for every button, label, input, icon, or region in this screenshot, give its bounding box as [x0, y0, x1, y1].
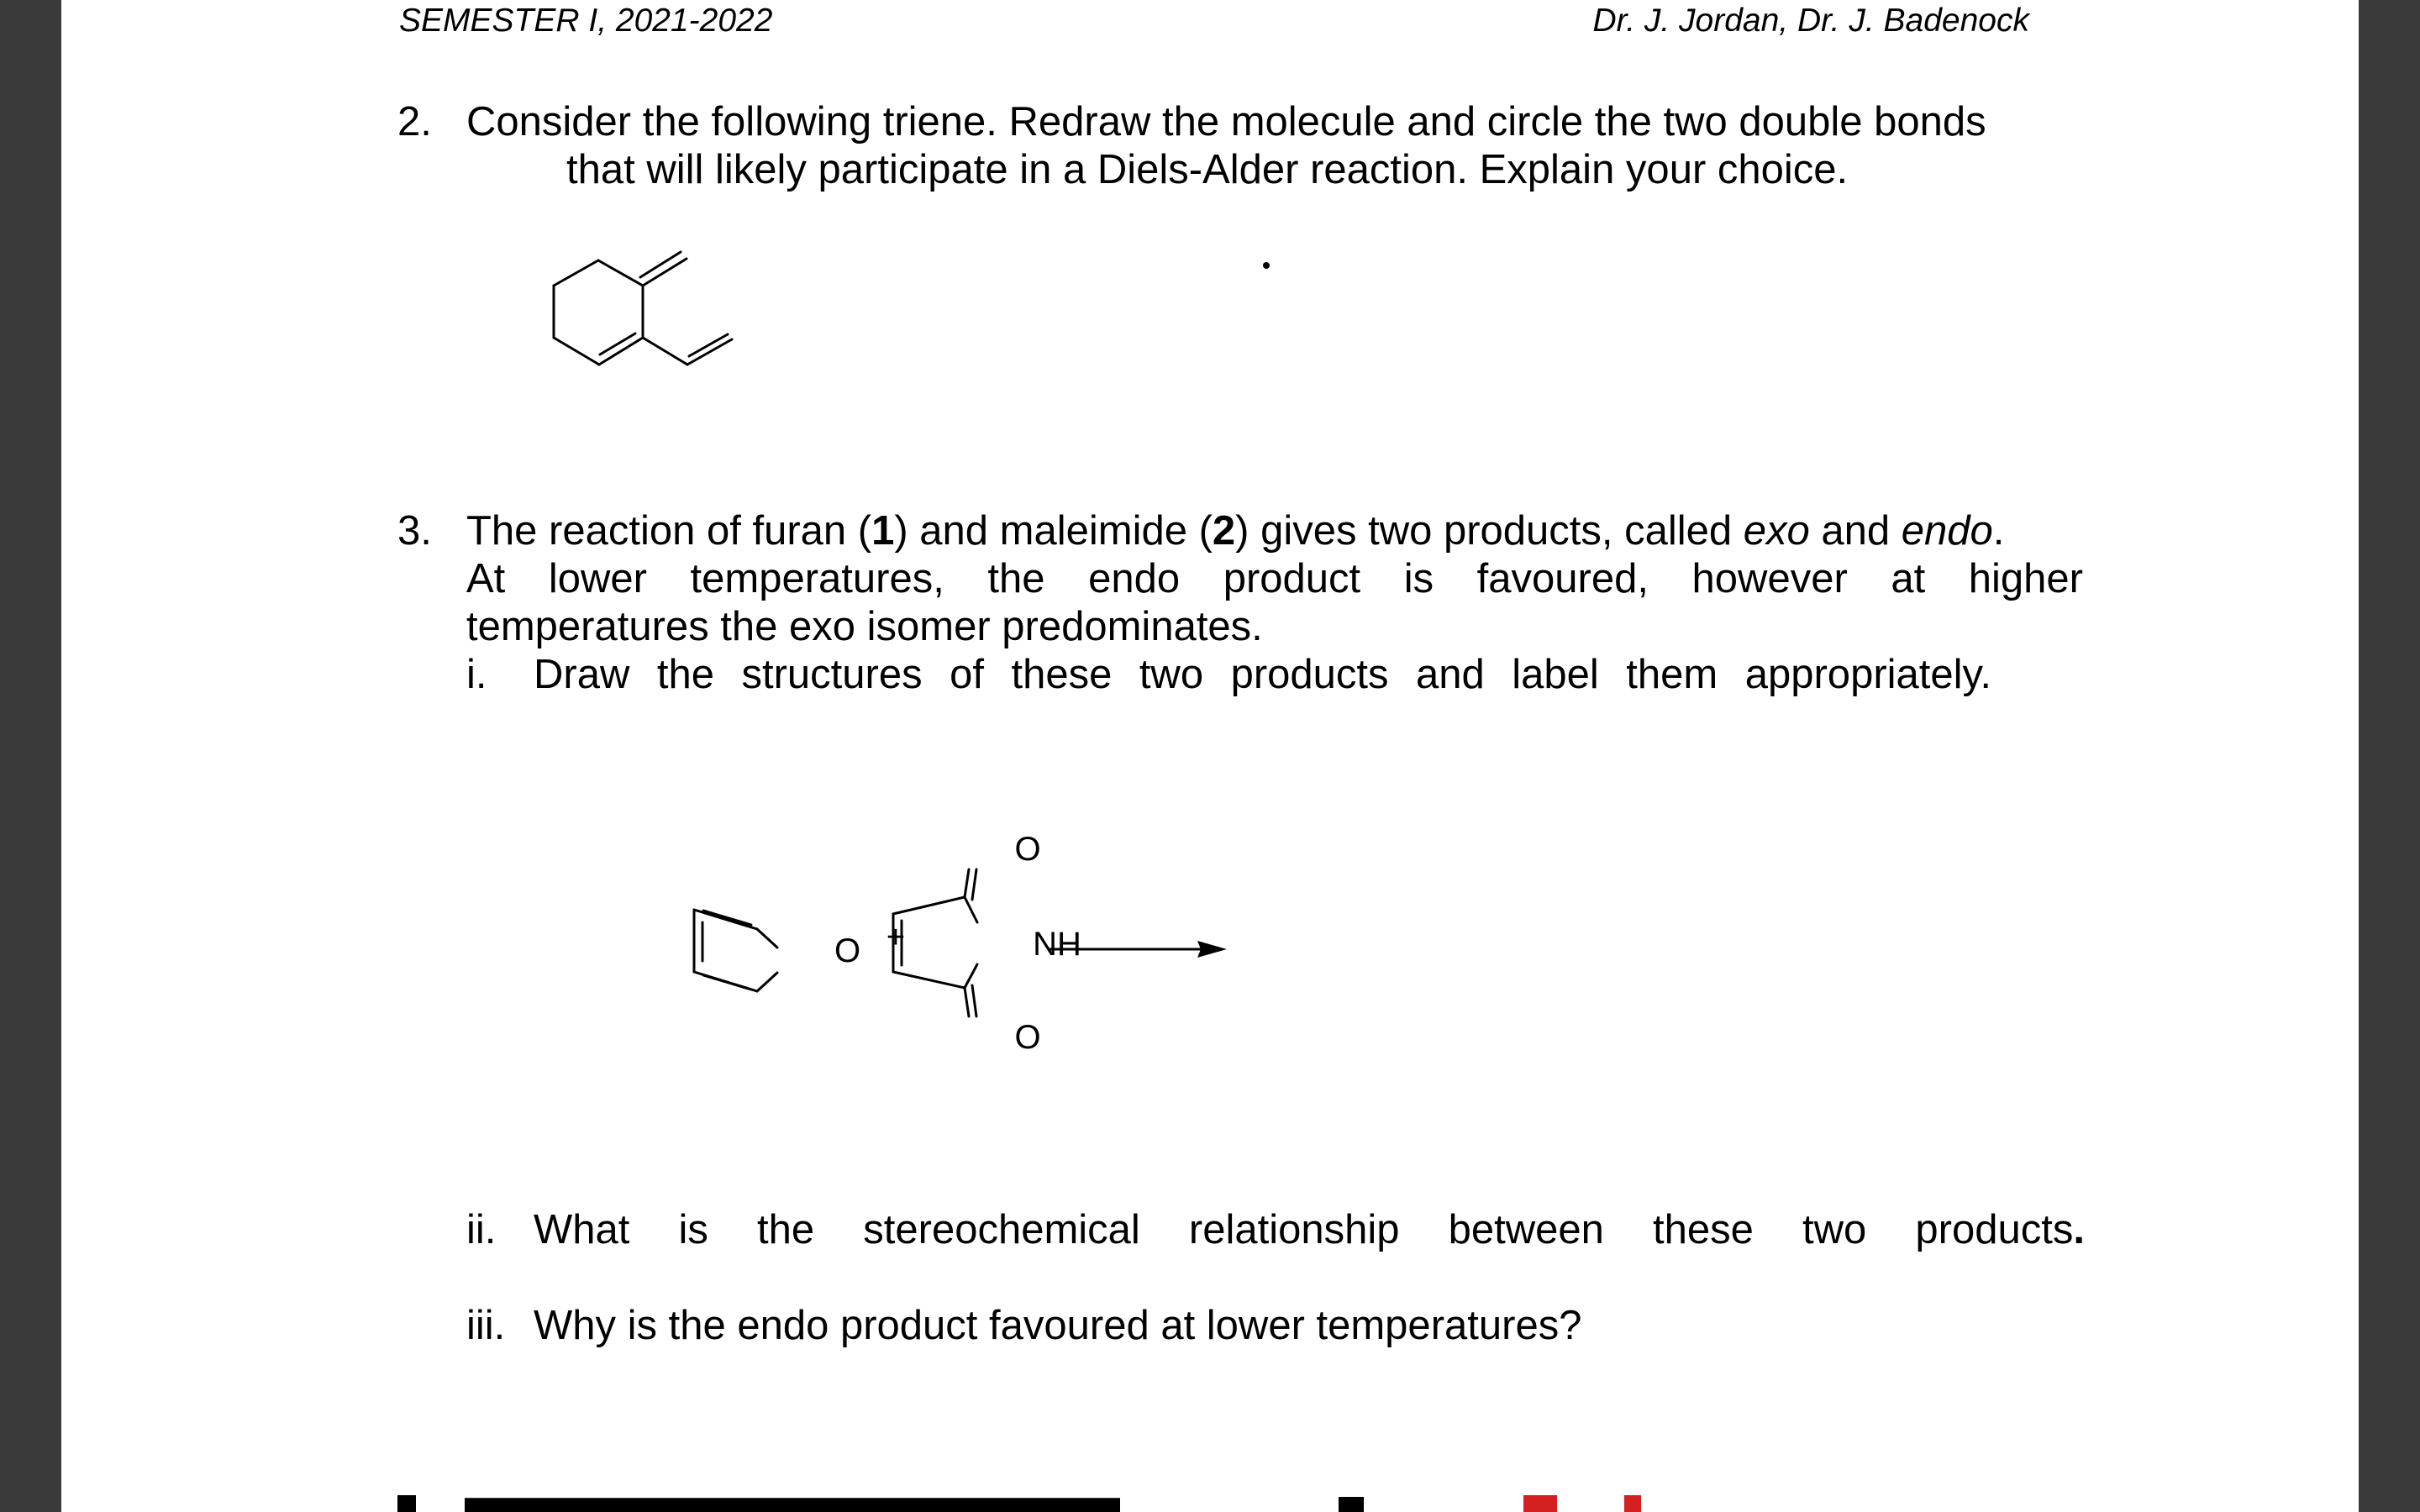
furan-inner-double-bond [703, 911, 751, 925]
maleimide-bond [893, 972, 965, 988]
maleimide-nh-label: NH [1033, 926, 1081, 963]
question-2-number: 2. [397, 99, 432, 144]
sub-question-ii-period: . [2073, 1207, 2085, 1252]
furan-bond-to-oxygen [757, 929, 777, 948]
compound-2-label: 2 [1212, 508, 1236, 554]
carbonyl-oxygen-bottom: O [1014, 1019, 1041, 1056]
question-3-line-2: At lower temperatures, the endo product is favoured, however at higher [466, 556, 2083, 601]
sub-question-iii-marker: iii. [466, 1303, 506, 1348]
sub-question-i-text: Draw the structures of these two products and label them appropriately. [534, 652, 1991, 697]
next-section-cutoff [397, 1492, 1742, 1512]
furan-bond-to-oxygen [757, 973, 777, 991]
furan-oxygen-label: O [834, 932, 861, 969]
document-page [61, 0, 2359, 1512]
q3-text-a: The reaction of furan ( [466, 508, 872, 554]
plus-sign: + [886, 920, 906, 955]
sub-question-iii-text: Why is the endo product favoured at lower temperatures? [534, 1303, 1582, 1348]
sub-question-ii-row [534, 1206, 2085, 1254]
maleimide-bond [893, 897, 965, 914]
question-3-number: 3. [397, 508, 432, 554]
exo-term: exo [1743, 508, 1810, 554]
q3-text-i: . [1992, 508, 2005, 554]
maleimide-bond-to-nitrogen [965, 897, 977, 922]
question-3-line-3: temperatures the exo isomer predominates. [466, 604, 1263, 649]
carbonyl-bond-bottom-second [972, 985, 976, 1016]
question-2-line-2: that will likely participate in a Diels-Alder reaction. Explain your choice. [566, 147, 1849, 192]
question-2-line-1: Consider the following triene. Redraw the molecule and circle the two double bonds [466, 99, 1986, 144]
furan-inner-double-bond [703, 975, 751, 990]
endo-term: endo [1901, 508, 1993, 554]
sub-question-i-marker: i. [466, 652, 487, 697]
reaction-scheme [61, 0, 2359, 1512]
q3-text-c: ) and maleimide ( [894, 508, 1213, 554]
compound-1-label: 1 [871, 508, 895, 554]
header-semester: SEMESTER I, 2021-2022 [399, 3, 773, 39]
carbonyl-bond-top-second [972, 869, 976, 900]
header-authors: Dr. J. Jordan, Dr. J. Badenock [1592, 3, 2029, 39]
maleimide-bond-to-nitrogen [965, 964, 977, 988]
reaction-arrow-head [1197, 941, 1227, 958]
sub-question-ii-marker: ii. [466, 1207, 497, 1252]
sub-question-ii-text: What is the stereochemical relationship between these two products [534, 1207, 2074, 1252]
q3-text-e: ) gives two products, called [1235, 508, 1744, 554]
q3-text-g: and [1809, 508, 1902, 554]
carbonyl-bond-top [965, 869, 969, 897]
carbonyl-oxygen-top: O [1014, 831, 1041, 868]
carbonyl-bond-bottom [965, 988, 969, 1016]
